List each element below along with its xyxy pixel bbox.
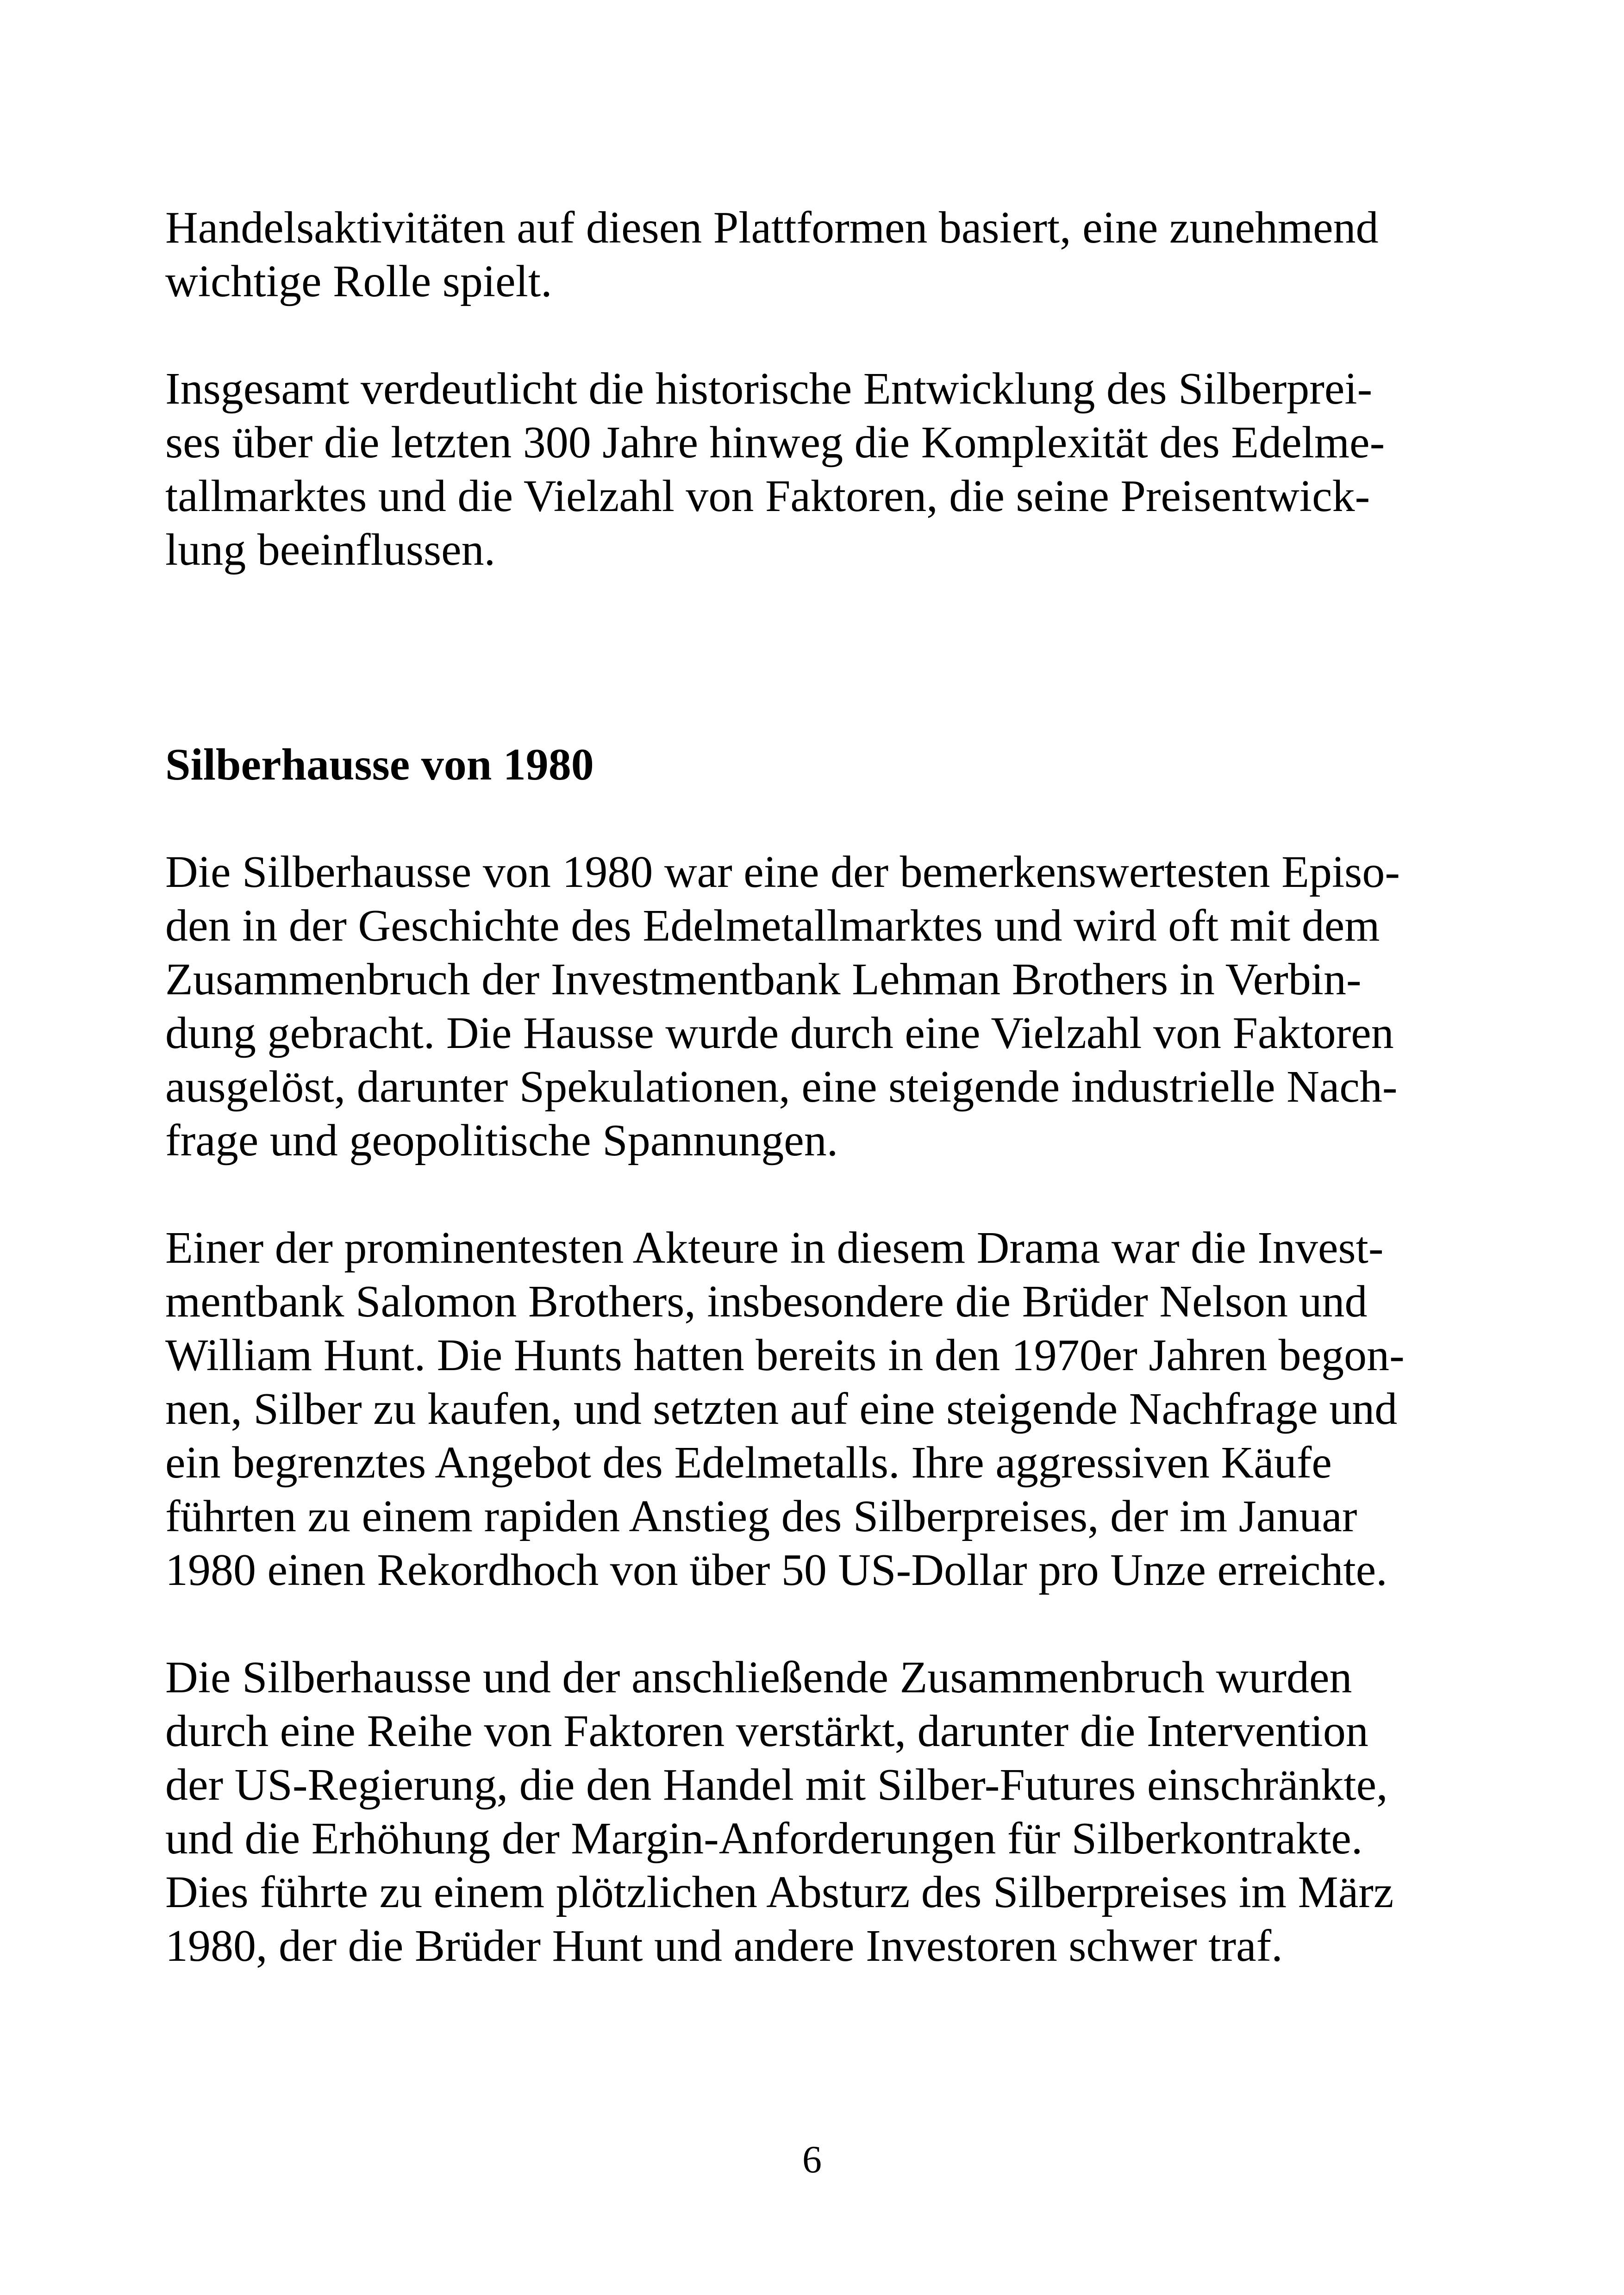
text-line: William Hunt. Die Hunts hatten bereits in den 1970er Jahren begon- [165,1330,1405,1380]
text-line: ausgelöst, darunter Spekulationen, eine steigende industrielle Nach- [165,1062,1398,1112]
text-line: 1980, der die Brüder Hunt und andere Investoren schwer traf. [165,1921,1283,1971]
text-line: mentbank Salomon Brothers, insbesondere die Brüder Nelson und [165,1277,1368,1327]
text-line: ses über die letzten 300 Jahre hinweg die Komplexität des Edelme- [165,418,1385,468]
text-line: 1980 einen Rekordhoch von über 50 US-Dollar pro Unze erreichte. [165,1545,1387,1595]
text-line: Einer der prominentesten Akteure in diesem Drama war die Invest- [165,1223,1384,1273]
page-number: 6 [802,2138,822,2181]
text-line: ein begrenztes Angebot des Edelmetalls. Ihre aggressiven Käufe [165,1438,1332,1488]
text-line: durch eine Reihe von Faktoren verstärkt, darunter die Intervention [165,1706,1368,1756]
text-line: Handelsaktivitäten auf diesen Plattformen basiert, eine zunehmend [165,203,1379,253]
text-line: führten zu einem rapiden Anstieg des Silberpreises, der im Januar [165,1491,1357,1541]
text-line: wichtige Rolle spielt. [165,256,552,306]
text-line: Die Silberhausse und der anschließende Zusammenbruch wurden [165,1653,1352,1703]
text-line: und die Erhöhung der Margin-Anforderungen für Silberkontrakte. [165,1814,1363,1864]
text-line: Insgesamt verdeutlicht die historische Entwicklung des Silberprei- [165,364,1373,414]
section-heading: Silberhausse von 1980 [165,740,594,790]
text-line: nen, Silber zu kaufen, und setzten auf eine steigende Nachfrage und [165,1384,1398,1434]
text-line: der US-Regierung, die den Handel mit Silber-Futures einschränkte, [165,1760,1388,1810]
text-line: Die Silberhausse von 1980 war eine der bemerkenswertesten Episo- [165,847,1400,897]
text-line: dung gebracht. Die Hausse wurde durch eine Vielzahl von Faktoren [165,1008,1394,1058]
text-line: Dies führte zu einem plötzlichen Absturz des Silberpreises im März [165,1867,1394,1917]
text-line: den in der Geschichte des Edelmetallmarktes und wird oft mit dem [165,901,1380,951]
text-line: tallmarktes und die Vielzahl von Faktoren, die seine Preisentwick- [165,471,1370,521]
text-line: frage und geopolitische Spannungen. [165,1116,838,1166]
text-line: lung beeinflussen. [165,525,496,575]
text-line: Zusammenbruch der Investmentbank Lehman Brothers in Verbin- [165,954,1362,1004]
